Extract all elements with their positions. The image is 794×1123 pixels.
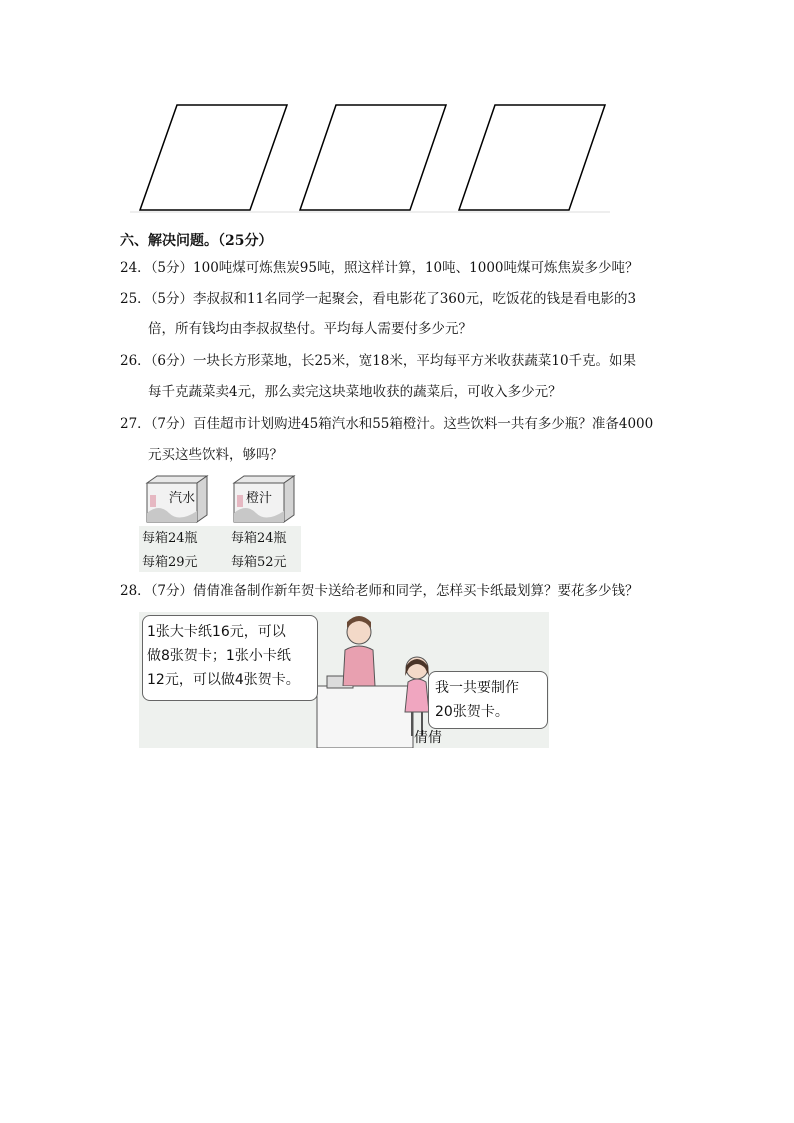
- drink-price: 每箱29元: [142, 555, 198, 570]
- question-text: （7分）百佳超市计划购进45箱汽水和55箱橙汁。这些饮料一共有多少瓶？准备4000: [150, 416, 654, 432]
- drink-label: 橙汁: [246, 491, 273, 506]
- question-number: 25．: [120, 291, 151, 307]
- drink-box-juice: [228, 473, 298, 525]
- girl-speech-bubble: [428, 671, 548, 729]
- drink-per-box: 每箱24瓶: [142, 531, 198, 546]
- question-number: 28．: [120, 583, 151, 599]
- parallelogram-3: [459, 105, 605, 210]
- girl-name-label: 倩倩: [414, 730, 442, 746]
- drink-per-box: 每箱24瓶: [231, 531, 287, 546]
- question-25-line-2: 倍，所有钱均由李叔叔垫付。平均每人需要付多少元？: [148, 321, 472, 337]
- seller-bubble-line-2: 做8张贺卡；1张小卡纸: [147, 648, 291, 664]
- question-24: [120, 259, 639, 277]
- seller-icon: [329, 616, 389, 686]
- question-number: 24．: [120, 260, 151, 276]
- question-26-line-2: 每千克蔬菜卖4元，那么卖完这块菜地收获的蔬菜后，可收入多少元？: [148, 384, 562, 400]
- question-27: [120, 415, 653, 433]
- parallelogram-2: [300, 105, 446, 210]
- question-text: （6分）一块长方形菜地，长25米，宽18米，平均每平方米收获蔬菜10千克。如果: [150, 353, 637, 369]
- seller-speech-bubble: [142, 615, 318, 701]
- seller-bubble-line-1: 1张大卡纸16元，可以: [147, 624, 286, 640]
- parallelograms-figure: [130, 100, 610, 215]
- question-28: [120, 582, 639, 600]
- girl-bubble-line-1: 我一共要制作: [435, 680, 519, 696]
- parallelogram-1: [140, 105, 287, 210]
- question-text: （7分）倩倩准备制作新年贺卡送给老师和同学，怎样买卡纸最划算？要花多少钱？: [150, 583, 639, 599]
- drink-box-soda: [141, 473, 211, 525]
- question-text: （5分）李叔叔和11名同学一起聚会，看电影花了360元，吃饭花的钱是看电影的3: [150, 291, 637, 307]
- question-27-line-2: 元买这些饮料，够吗？: [148, 447, 283, 463]
- drink-price: 每箱52元: [231, 555, 287, 570]
- question-26: [120, 352, 636, 370]
- seller-bubble-line-3: 12元，可以做4张贺卡。: [147, 672, 300, 688]
- question-text: （5分）100吨煤可炼焦炭95吨，照这样计算，10吨、1000吨煤可炼焦炭多少吨？: [150, 260, 639, 276]
- question-number: 26．: [120, 353, 151, 369]
- girl-bubble-line-2: 20张贺卡。: [435, 704, 509, 720]
- drink-label: 汽水: [169, 491, 196, 506]
- section-title: 六、解决问题。（25分）: [120, 233, 273, 249]
- question-25: [120, 290, 636, 308]
- question-number: 27．: [120, 416, 151, 432]
